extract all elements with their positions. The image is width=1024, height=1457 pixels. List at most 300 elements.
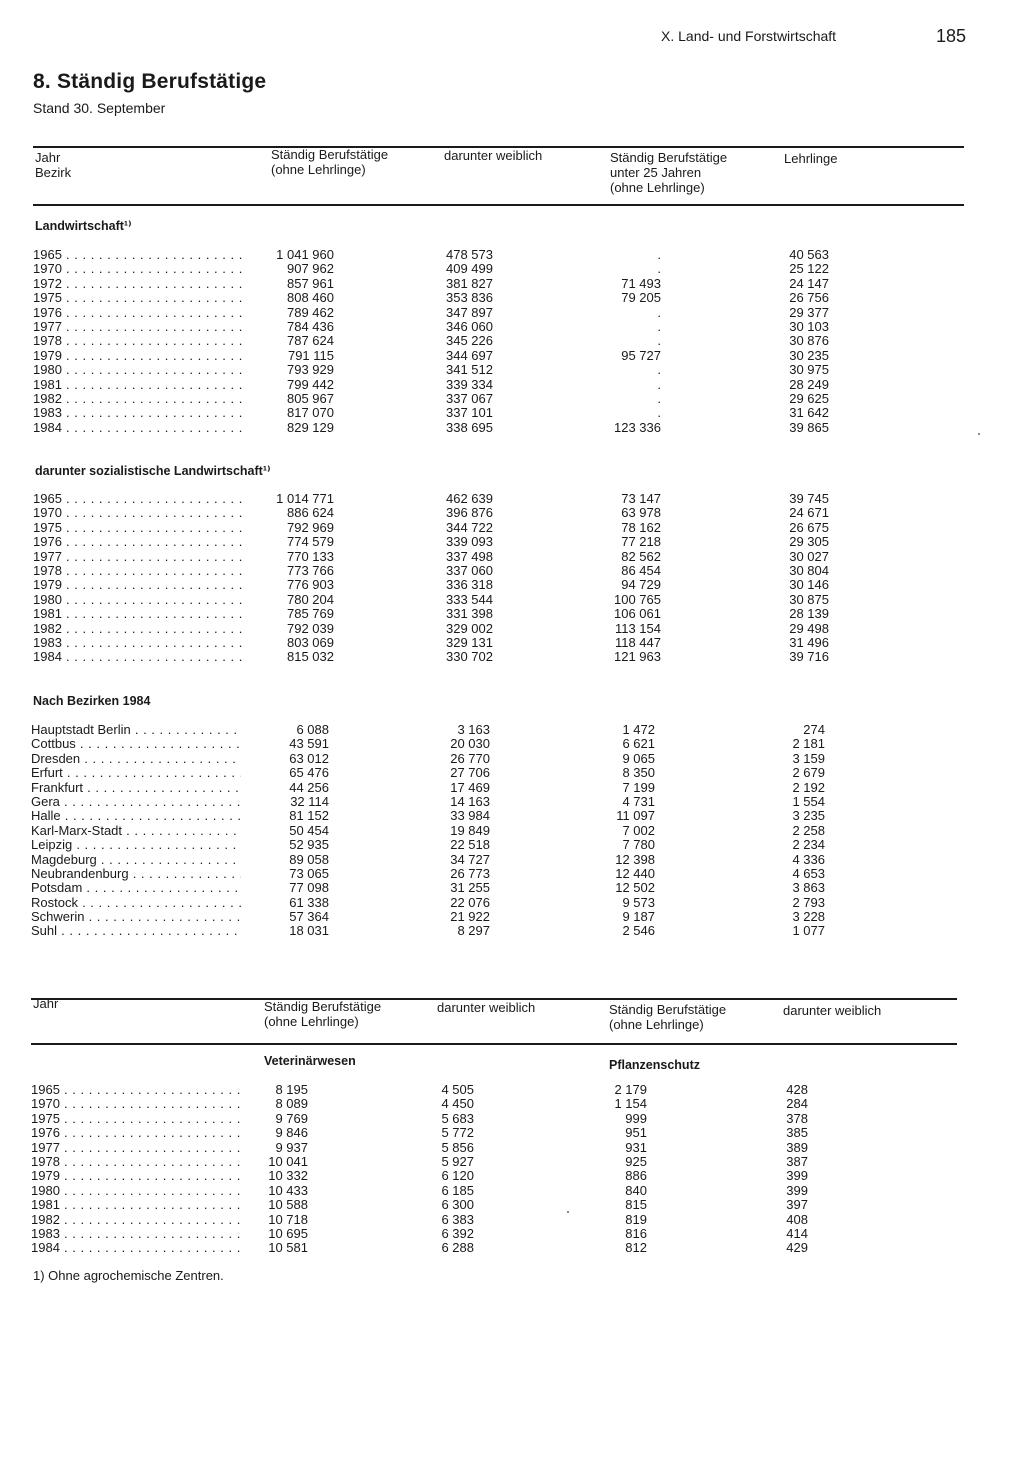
- row-label: 1980 . . .: [33, 363, 243, 377]
- cell-value: 22 076: [450, 894, 490, 910]
- cell-value: 25 122: [789, 261, 829, 277]
- table-row: [33, 262, 833, 276]
- section-title-landwirtschaft: Landwirtschaft¹⁾: [35, 219, 132, 233]
- cell-value: 8 350: [622, 765, 655, 781]
- cell-value: 812: [625, 1240, 647, 1256]
- cell-value: 5 856: [441, 1139, 474, 1155]
- row-label: 1981 . . .: [33, 607, 243, 621]
- cell-value: 274: [803, 722, 825, 737]
- table-row: [33, 492, 833, 506]
- cell-value: 39 745: [789, 491, 829, 506]
- cell-value: 2 234: [792, 837, 825, 853]
- row-label: 1980 . . .: [31, 1184, 241, 1198]
- scan-speck: [567, 1211, 569, 1213]
- table-nach-bezirken: [31, 723, 831, 939]
- cell-value: 19 849: [450, 822, 490, 838]
- row-label: 1972 . . .: [33, 277, 243, 291]
- cell-value: 34 727: [450, 851, 490, 867]
- cell-value: 345 226: [446, 333, 493, 349]
- row-label: Halle . . .: [31, 809, 241, 823]
- table-row: [33, 378, 833, 392]
- row-label: 1980 . . .: [33, 593, 243, 607]
- cell-value: 14 163: [450, 793, 490, 809]
- cell-value: 31 255: [450, 880, 490, 896]
- table1-header-lehrlinge: Lehrlinge: [784, 151, 838, 166]
- cell-value: 6 300: [441, 1197, 474, 1213]
- cell-value: 815 032: [287, 649, 334, 665]
- table2-header-berufstaetige-right: Ständig Berufstätige (ohne Lehrlinge): [609, 1002, 727, 1032]
- row-label: 1983 . . .: [31, 1227, 241, 1241]
- cell-value: 30 027: [789, 548, 829, 564]
- row-label: 1984 . . .: [33, 650, 243, 664]
- cell-value: 9 937: [275, 1139, 308, 1155]
- cell-value: 8 089: [275, 1096, 308, 1112]
- table2-header-jahr: Jahr: [33, 996, 59, 1011]
- table1-header-weiblich: darunter weiblich: [444, 148, 543, 163]
- row-label: 1982 . . .: [33, 392, 243, 406]
- cell-value: 337 101: [446, 405, 493, 421]
- row-label: Schwerin . . .: [31, 910, 241, 924]
- cell-value: 428: [786, 1082, 808, 1097]
- table2-header-weiblich-left: darunter weiblich: [437, 1000, 536, 1015]
- table-row: [31, 853, 831, 867]
- cell-value: 79 205: [621, 290, 661, 306]
- table-landwirtschaft: [33, 248, 833, 435]
- table-row: [31, 795, 831, 809]
- cell-value: 26 756: [789, 290, 829, 306]
- cell-value: 3 163: [457, 722, 490, 737]
- cell-value: 81 152: [289, 808, 329, 824]
- table-row: [31, 781, 831, 795]
- cell-value: 95 727: [621, 347, 661, 363]
- cell-value: 1 472: [622, 722, 655, 737]
- cell-value: 39 865: [789, 419, 829, 435]
- cell-value: 6 392: [441, 1225, 474, 1241]
- table-row: [31, 1141, 831, 1155]
- cell-value: 4 731: [622, 793, 655, 809]
- cell-value: 77 218: [621, 534, 661, 550]
- cell-value: 30 975: [789, 362, 829, 378]
- row-label: 1970 . . .: [33, 262, 243, 276]
- table-row: [31, 1198, 831, 1212]
- table-row: [31, 1213, 831, 1227]
- row-label: Frankfurt . . .: [31, 781, 241, 795]
- cell-value: 6 088: [296, 722, 329, 737]
- cell-value: 793 929: [287, 362, 334, 378]
- table1-header-unter25: Ständig Berufstätige unter 25 Jahren (ohne Lehrlinge): [610, 150, 728, 195]
- cell-value: 774 579: [287, 534, 334, 550]
- cell-value: 29 305: [789, 534, 829, 550]
- cell-value: .: [657, 247, 661, 262]
- cell-value: 10 588: [268, 1197, 308, 1213]
- cell-value: 10 581: [268, 1240, 308, 1256]
- cell-value: 816: [625, 1225, 647, 1241]
- cell-value: .: [657, 362, 661, 378]
- table-row: [31, 809, 831, 823]
- cell-value: 63 978: [621, 505, 661, 521]
- table-row: [31, 1227, 831, 1241]
- cell-value: 462 639: [446, 491, 493, 506]
- row-label: 1976 . . .: [31, 1126, 241, 1140]
- section-title-nach-bezirken: Nach Bezirken 1984: [33, 694, 151, 708]
- table-sozialistische-landwirtschaft: [33, 492, 833, 665]
- row-label: 1984 . . .: [33, 421, 243, 435]
- cell-value: 886 624: [287, 505, 334, 521]
- cell-value: 24 147: [789, 275, 829, 291]
- page-subtitle: Stand 30. September: [33, 100, 166, 116]
- cell-value: 397: [786, 1197, 808, 1213]
- cell-value: 9 065: [622, 750, 655, 766]
- cell-value: 8 297: [457, 923, 490, 939]
- cell-value: 12 502: [615, 880, 655, 896]
- cell-value: 4 653: [792, 865, 825, 881]
- cell-value: 907 962: [287, 261, 334, 277]
- table-row: [31, 924, 831, 938]
- cell-value: 21 922: [450, 909, 490, 925]
- table-row: [33, 277, 833, 291]
- cell-value: 414: [786, 1225, 808, 1241]
- table2-header-weiblich-right: darunter weiblich: [783, 1003, 882, 1018]
- cell-value: 71 493: [621, 275, 661, 291]
- cell-value: 2 192: [792, 779, 825, 795]
- cell-value: 329 002: [446, 620, 493, 636]
- cell-value: 17 469: [450, 779, 490, 795]
- footnote: 1) Ohne agrochemische Zentren.: [33, 1268, 224, 1283]
- cell-value: 780 204: [287, 591, 334, 607]
- cell-value: 30 876: [789, 333, 829, 349]
- row-label: 1965 . . .: [31, 1083, 241, 1097]
- table-row: [31, 896, 831, 910]
- cell-value: 26 770: [450, 750, 490, 766]
- table-row: [33, 291, 833, 305]
- table-row: [31, 766, 831, 780]
- table-row: [33, 506, 833, 520]
- row-label: 1981 . . .: [33, 378, 243, 392]
- cell-value: 337 060: [446, 562, 493, 578]
- table-row: [33, 248, 833, 262]
- cell-value: 57 364: [289, 909, 329, 925]
- cell-value: 9 769: [275, 1110, 308, 1126]
- scan-speck: [978, 433, 980, 435]
- cell-value: 478 573: [446, 247, 493, 262]
- cell-value: 29 625: [789, 390, 829, 406]
- cell-value: 10 433: [268, 1182, 308, 1198]
- cell-value: 40 563: [789, 247, 829, 262]
- cell-value: 30 804: [789, 562, 829, 578]
- table-row: [31, 838, 831, 852]
- cell-value: 73 147: [621, 491, 661, 506]
- page-title: 8. Ständig Berufstätige: [33, 70, 267, 93]
- table-row: [33, 535, 833, 549]
- cell-value: 9 573: [622, 894, 655, 910]
- cell-value: 931: [625, 1139, 647, 1155]
- running-head: X. Land- und Forstwirtschaft: [661, 28, 837, 44]
- cell-value: 52 935: [289, 837, 329, 853]
- row-label: Gera . . .: [31, 795, 241, 809]
- cell-value: 5 927: [441, 1153, 474, 1169]
- table-row: [33, 578, 833, 592]
- table-row: [31, 752, 831, 766]
- row-label: Hauptstadt Berlin . . .: [31, 723, 241, 737]
- cell-value: 6 185: [441, 1182, 474, 1198]
- row-label: Erfurt . . .: [31, 766, 241, 780]
- cell-value: 2 181: [792, 736, 825, 752]
- table-row: [33, 607, 833, 621]
- cell-value: 429: [786, 1240, 808, 1256]
- cell-value: 339 334: [446, 376, 493, 392]
- row-label: 1979 . . .: [33, 578, 243, 592]
- cell-value: 829 129: [287, 419, 334, 435]
- cell-value: 73 065: [289, 865, 329, 881]
- row-label: 1978 . . .: [31, 1155, 241, 1169]
- cell-value: 353 836: [446, 290, 493, 306]
- table-row: [33, 306, 833, 320]
- row-label: 1975 . . .: [31, 1112, 241, 1126]
- table-row: [31, 1241, 831, 1255]
- cell-value: 1 554: [792, 793, 825, 809]
- cell-value: 22 518: [450, 837, 490, 853]
- cell-value: 5 772: [441, 1125, 474, 1141]
- cell-value: 792 039: [287, 620, 334, 636]
- cell-value: 4 336: [792, 851, 825, 867]
- row-label: 1983 . . .: [33, 406, 243, 420]
- table1-header-berufstaetige: Ständig Berufstätige (ohne Lehrlinge): [271, 147, 389, 177]
- cell-value: 12 398: [615, 851, 655, 867]
- cell-value: 1 154: [614, 1096, 647, 1112]
- table-row: [31, 1155, 831, 1169]
- cell-value: 337 498: [446, 548, 493, 564]
- cell-value: 24 671: [789, 505, 829, 521]
- row-label: 1979 . . .: [31, 1169, 241, 1183]
- table-row: [31, 1112, 831, 1126]
- cell-value: 378: [786, 1110, 808, 1126]
- table-row: [33, 622, 833, 636]
- cell-value: 7 002: [622, 822, 655, 838]
- cell-value: 2 258: [792, 822, 825, 838]
- table-row: [31, 1184, 831, 1198]
- cell-value: 118 447: [614, 634, 661, 650]
- cell-value: 341 512: [446, 362, 493, 378]
- cell-value: 82 562: [621, 548, 661, 564]
- cell-value: 2 679: [792, 765, 825, 781]
- cell-value: 12 440: [615, 865, 655, 881]
- cell-value: 2 793: [792, 894, 825, 910]
- cell-value: 951: [625, 1125, 647, 1141]
- cell-value: 30 875: [789, 591, 829, 607]
- cell-value: 396 876: [446, 505, 493, 521]
- cell-value: 2 546: [622, 923, 655, 939]
- cell-value: 8 195: [275, 1082, 308, 1097]
- cell-value: 331 398: [446, 606, 493, 622]
- cell-value: 10 718: [268, 1211, 308, 1227]
- cell-value: 65 476: [289, 765, 329, 781]
- cell-value: 784 436: [287, 318, 334, 334]
- table-row: [31, 1169, 831, 1183]
- cell-value: 2 179: [614, 1082, 647, 1097]
- cell-value: 773 766: [287, 562, 334, 578]
- row-label: Leipzig . . .: [31, 838, 241, 852]
- cell-value: 381 827: [446, 275, 493, 291]
- row-label: 1970 . . .: [31, 1097, 241, 1111]
- cell-value: 399: [786, 1168, 808, 1184]
- cell-value: 20 030: [450, 736, 490, 752]
- cell-value: 27 706: [450, 765, 490, 781]
- cell-value: 1 041 960: [276, 247, 334, 262]
- cell-value: 819: [625, 1211, 647, 1227]
- cell-value: 284: [786, 1096, 808, 1112]
- cell-value: 78 162: [621, 519, 661, 535]
- table-row: [33, 392, 833, 406]
- cell-value: 26 773: [450, 865, 490, 881]
- cell-value: 6 288: [441, 1240, 474, 1256]
- cell-value: 43 591: [289, 736, 329, 752]
- table-row: [31, 723, 831, 737]
- cell-value: 799 442: [287, 376, 334, 392]
- cell-value: 344 697: [446, 347, 493, 363]
- row-label: 1975 . . .: [33, 521, 243, 535]
- cell-value: 999: [625, 1110, 647, 1126]
- cell-value: 89 058: [289, 851, 329, 867]
- section-title-sozialistische-landwirtschaft: darunter sozialistische Landwirtschaft¹⁾: [35, 464, 271, 478]
- cell-value: 817 070: [287, 405, 334, 421]
- cell-value: 44 256: [289, 779, 329, 795]
- cell-value: 31 642: [789, 405, 829, 421]
- cell-value: 408: [786, 1211, 808, 1227]
- cell-value: 7 199: [622, 779, 655, 795]
- cell-value: 925: [625, 1153, 647, 1169]
- cell-value: .: [657, 405, 661, 421]
- table-row: [33, 406, 833, 420]
- cell-value: 791 115: [287, 347, 334, 363]
- table-row: [31, 881, 831, 895]
- cell-value: .: [657, 333, 661, 349]
- table-row: [31, 910, 831, 924]
- cell-value: 30 103: [789, 318, 829, 334]
- cell-value: 805 967: [287, 390, 334, 406]
- cell-value: 86 454: [621, 562, 661, 578]
- cell-value: 18 031: [289, 923, 329, 939]
- cell-value: 346 060: [446, 318, 493, 334]
- table-row: [31, 1097, 831, 1111]
- cell-value: 9 846: [275, 1125, 308, 1141]
- page-number: 185: [936, 26, 967, 46]
- row-label: Rostock . . .: [31, 896, 241, 910]
- cell-value: 29 498: [789, 620, 829, 636]
- row-label: 1976 . . .: [33, 306, 243, 320]
- cell-value: 9 187: [622, 909, 655, 925]
- cell-value: 857 961: [287, 275, 334, 291]
- row-label: 1970 . . .: [33, 506, 243, 520]
- row-label: Suhl . . .: [31, 924, 241, 938]
- row-label: 1981 . . .: [31, 1198, 241, 1212]
- cell-value: 886: [625, 1168, 647, 1184]
- cell-value: 409 499: [446, 261, 493, 277]
- cell-value: 808 460: [287, 290, 334, 306]
- cell-value: 389: [786, 1139, 808, 1155]
- group-title-veterinaerwesen: Veterinärwesen: [264, 1054, 356, 1068]
- cell-value: .: [657, 261, 661, 277]
- table-row: [33, 521, 833, 535]
- row-label: Magdeburg . . .: [31, 853, 241, 867]
- table-row: [31, 824, 831, 838]
- row-label: Cottbus . . .: [31, 737, 241, 751]
- cell-value: .: [657, 318, 661, 334]
- table-row: [33, 550, 833, 564]
- cell-value: .: [657, 390, 661, 406]
- row-label: 1965 . . .: [33, 248, 243, 262]
- table-row: [33, 349, 833, 363]
- cell-value: 29 377: [789, 304, 829, 320]
- cell-value: 337 067: [446, 390, 493, 406]
- cell-value: 121 963: [614, 649, 661, 665]
- cell-value: 399: [786, 1182, 808, 1198]
- table-row: [31, 867, 831, 881]
- row-label: Dresden . . .: [31, 752, 241, 766]
- cell-value: 5 683: [441, 1110, 474, 1126]
- table-row: [33, 650, 833, 664]
- cell-value: 10 695: [268, 1225, 308, 1241]
- cell-value: 336 318: [446, 577, 493, 593]
- table-row: [33, 636, 833, 650]
- cell-value: .: [657, 304, 661, 320]
- cell-value: 77 098: [289, 880, 329, 896]
- cell-value: 33 984: [450, 808, 490, 824]
- cell-value: 1 077: [792, 923, 825, 939]
- row-label: 1976 . . .: [33, 535, 243, 549]
- table2-header-berufstaetige-left: Ständig Berufstätige (ohne Lehrlinge): [264, 999, 382, 1029]
- cell-value: 840: [625, 1182, 647, 1198]
- cell-value: 4 450: [441, 1096, 474, 1112]
- cell-value: 63 012: [289, 750, 329, 766]
- row-label: 1978 . . .: [33, 564, 243, 578]
- row-label: 1983 . . .: [33, 636, 243, 650]
- cell-value: 106 061: [614, 606, 661, 622]
- table-row: [33, 593, 833, 607]
- table-row: [33, 564, 833, 578]
- row-label: 1982 . . .: [33, 622, 243, 636]
- cell-value: 344 722: [446, 519, 493, 535]
- row-label: Potsdam . . .: [31, 881, 241, 895]
- cell-value: 792 969: [287, 519, 334, 535]
- row-label: 1984 . . .: [31, 1241, 241, 1255]
- cell-value: 330 702: [446, 649, 493, 665]
- cell-value: 28 139: [789, 606, 829, 622]
- cell-value: 333 544: [446, 591, 493, 607]
- table1-header-jahr-bezirk: Jahr Bezirk: [35, 150, 72, 180]
- cell-value: 6 383: [441, 1211, 474, 1227]
- cell-value: 4 505: [441, 1082, 474, 1097]
- cell-value: 11 097: [616, 808, 655, 824]
- cell-value: .: [657, 376, 661, 392]
- cell-value: 50 454: [289, 822, 329, 838]
- group-title-pflanzenschutz: Pflanzenschutz: [609, 1058, 700, 1072]
- cell-value: 1 014 771: [276, 491, 334, 506]
- cell-value: 30 235: [789, 347, 829, 363]
- cell-value: 3 235: [792, 808, 825, 824]
- cell-value: 3 863: [792, 880, 825, 896]
- cell-value: 785 769: [287, 606, 334, 622]
- table-row: [31, 1126, 831, 1140]
- table-row: [31, 737, 831, 751]
- cell-value: 30 146: [789, 577, 829, 593]
- cell-value: 7 780: [622, 837, 655, 853]
- cell-value: 776 903: [287, 577, 334, 593]
- cell-value: 815: [625, 1197, 647, 1213]
- cell-value: 3 159: [792, 750, 825, 766]
- table-veterinaer-pflanzenschutz: [31, 1083, 831, 1256]
- cell-value: 385: [786, 1125, 808, 1141]
- row-label: 1979 . . .: [33, 349, 243, 363]
